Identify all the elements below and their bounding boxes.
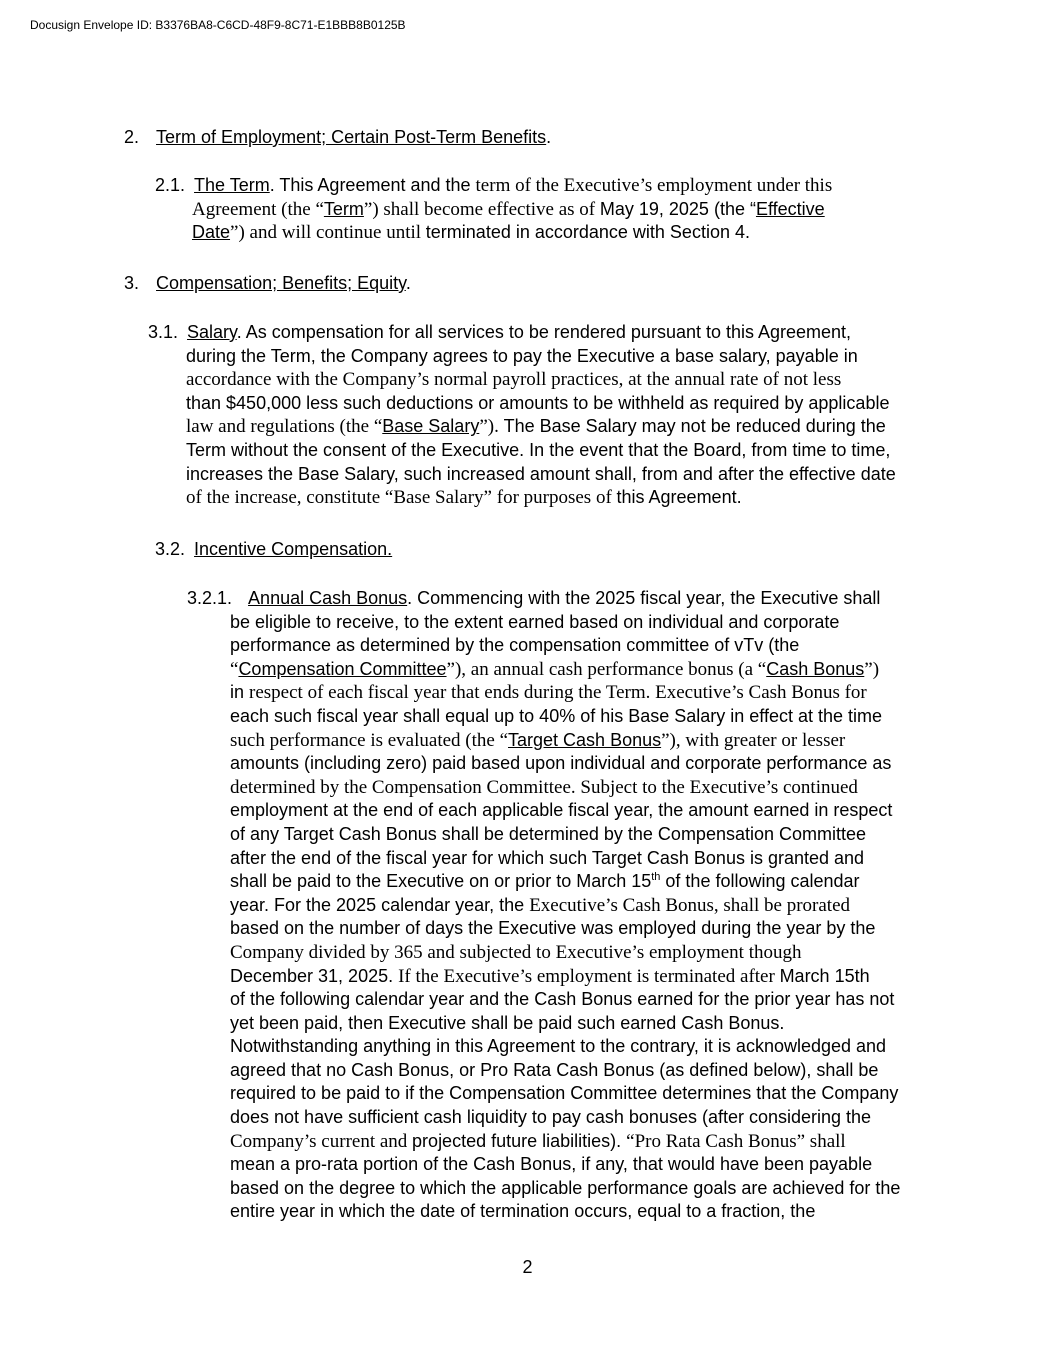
clause-text: year. For the 2025 calendar year, the: [230, 894, 530, 915]
clause-line: based on the number of days the Executive was employed during the year by the: [230, 918, 876, 939]
clause-text: ”).: [479, 416, 504, 438]
clause-line: amounts (including zero) paid based upon individual and corporate performance as: [230, 753, 892, 774]
clause-text: The Base Salary may not be reduced during the: [503, 416, 886, 437]
defined-term: Term: [323, 198, 364, 219]
clause-text: “Pro Rata Cash Bonus” shall: [626, 1130, 846, 1152]
clause-line: [155, 198, 832, 222]
clause-text: Company’s current and: [230, 1130, 413, 1152]
clause-text: May 19, 2025 (the “: [599, 198, 756, 219]
clause-line: during the Term, the Company agrees to pay the Executive a base salary, payable in: [186, 345, 858, 366]
clause-text: If the Executive’s employment is terminated after: [398, 965, 780, 987]
clause-line: based on the degree to which the applicable performance goals are achieved for the: [230, 1177, 901, 1198]
defined-term: Date: [192, 222, 231, 243]
clause-text: this Agreement.: [616, 487, 742, 508]
clause-line: determined by the Compensation Committee. Subject to the Executive’s continued: [230, 776, 858, 798]
clause-line: [155, 221, 832, 245]
clause-line: [187, 681, 900, 705]
section-number: 2.: [124, 127, 140, 147]
clause-text: ”), an annual cash performance bonus (a “: [446, 658, 767, 680]
clause-line: entire year in which the date of termination occurs, equal to a fraction, the: [230, 1201, 816, 1222]
clause-heading: Incentive Compensation.: [194, 539, 393, 559]
clause-number: 3.2.1.: [187, 588, 233, 608]
clause-line: [187, 965, 900, 989]
clause-3-2: [155, 537, 392, 561]
clause-text: ”) shall become effective as of: [363, 198, 600, 220]
section-number: 3.: [124, 273, 140, 293]
clause-line: agreed that no Cash Bonus, or Pro Rata Cash Bonus (as defined below), shall be: [230, 1059, 879, 1080]
clause-line: be eligible to receive, to the extent earned based on individual and corporate: [230, 611, 840, 632]
clause-text: . This Agreement and the: [269, 175, 476, 195]
clause-number: 3.2.: [155, 539, 186, 559]
clause-line: [148, 321, 896, 345]
clause-text: ”): [864, 658, 880, 680]
clause-line: [148, 486, 896, 510]
clause-text: ”) and will continue until: [230, 222, 426, 244]
clause-text: Agreement (the “: [192, 198, 324, 220]
clause-line: [187, 729, 900, 753]
clause-text: “: [230, 658, 239, 680]
clause-line: performance as determined by the compensation committee of vTv (the: [230, 635, 800, 656]
clause-line: Term without the consent of the Executive. In the event that the Board, from time to time,: [186, 439, 891, 460]
docusign-envelope-id: Docusign Envelope ID: B3376BA8-C6CD-48F9-8C71-E1BBB8B0125B: [30, 18, 406, 32]
clause-line: increases the Base Salary, such increased amount shall, from and after the effective date: [186, 463, 896, 484]
clause-text: of the increase, constitute “Base Salary” for purposes of: [186, 487, 617, 509]
clause-text: such performance is evaluated (the “: [230, 729, 509, 751]
clause-text: March 15th: [779, 965, 870, 986]
clause-line: accordance with the Company’s normal payroll practices, at the annual rate of not less: [186, 369, 842, 391]
clause-number: 3.1.: [148, 322, 179, 342]
clause-heading: The Term: [194, 175, 270, 195]
clause-line: employment at the end of each applicable fiscal year, the amount earned in respect: [230, 800, 893, 821]
clause-text: Executive’s Cash Bonus, shall be prorated: [529, 894, 851, 916]
clause-line: [187, 894, 900, 918]
clause-line: [187, 1130, 900, 1154]
clause-line: Company divided by 365 and subjected to Executive’s employment though: [230, 941, 802, 963]
clause-line: after the end of the fiscal year for which such Target Cash Bonus is granted and: [230, 847, 865, 868]
defined-term: Target Cash Bonus: [508, 729, 662, 750]
clause-heading: Salary: [187, 322, 237, 342]
clause-2-1: [155, 174, 832, 245]
clause-line: of any Target Cash Bonus shall be determined by the Compensation Committee: [230, 823, 867, 844]
clause-text: projected future liabilities).: [412, 1130, 627, 1151]
clause-text: ”), with greater or lesser: [661, 729, 846, 751]
clause-text: of the following calendar: [660, 871, 860, 892]
clause-line: Notwithstanding anything in this Agreement to the contrary, it is acknowledged and: [230, 1036, 887, 1057]
clause-line: [155, 174, 832, 198]
clause-line: [187, 587, 900, 611]
clause-line: [187, 870, 900, 894]
section-title: Compensation; Benefits; Equity: [156, 273, 406, 293]
clause-line: than $450,000 less such deductions or amounts to be withheld as required by applicable: [186, 392, 890, 413]
superscript: th: [651, 871, 661, 884]
clause-line: [148, 415, 896, 439]
clause-line: mean a pro-rata portion of the Cash Bonus, if any, that would have been payable: [230, 1154, 873, 1175]
page-number: 2: [522, 1257, 533, 1277]
defined-term: Cash Bonus: [766, 658, 865, 679]
clause-text: respect of each fiscal year that ends during the Term. Executive’s Cash Bonus for: [249, 682, 867, 704]
period: .: [546, 127, 552, 147]
section-3-heading: [124, 271, 411, 295]
clause-line: yet been paid, then Executive shall be paid such earned Cash Bonus.: [230, 1012, 785, 1033]
defined-term: Base Salary: [382, 416, 480, 437]
period: .: [405, 273, 411, 293]
defined-term: Compensation Committee: [238, 658, 447, 679]
clause-line: does not have sufficient cash liquidity to pay cash bonuses (after considering the: [230, 1107, 872, 1128]
clause-line: of the following calendar year and the Cash Bonus earned for the prior year has not: [230, 989, 895, 1010]
clause-text: term of the Executive’s employment under this: [475, 175, 833, 196]
clause-heading: Annual Cash Bonus: [248, 588, 408, 608]
clause-3-2-1: [187, 587, 900, 1224]
clause-3-1: [148, 321, 896, 510]
defined-term: Effective: [755, 198, 825, 219]
clause-text: . Commencing with the 2025 fiscal year, the Executive shall: [407, 588, 881, 608]
clause-text: in: [230, 682, 250, 703]
section-2-heading: [124, 125, 551, 149]
clause-number: 2.1.: [155, 175, 186, 195]
clause-text: December 31, 2025.: [230, 965, 399, 986]
section-title: Term of Employment; Certain Post-Term Benefits: [156, 127, 547, 147]
clause-line: [187, 658, 900, 682]
clause-line: each such fiscal year shall equal up to 40% of his Base Salary in effect at the time: [230, 705, 883, 726]
clause-line: required to be paid to if the Compensation Committee determines that the Company: [230, 1083, 899, 1104]
clause-text: terminated in accordance with Section 4.: [425, 222, 750, 243]
clause-text: law and regulations (the “: [186, 416, 383, 438]
clause-text: shall be paid to the Executive on or prior to March 15: [230, 871, 652, 892]
clause-text: . As compensation for all services to be rendered pursuant to this Agreement,: [236, 322, 852, 342]
